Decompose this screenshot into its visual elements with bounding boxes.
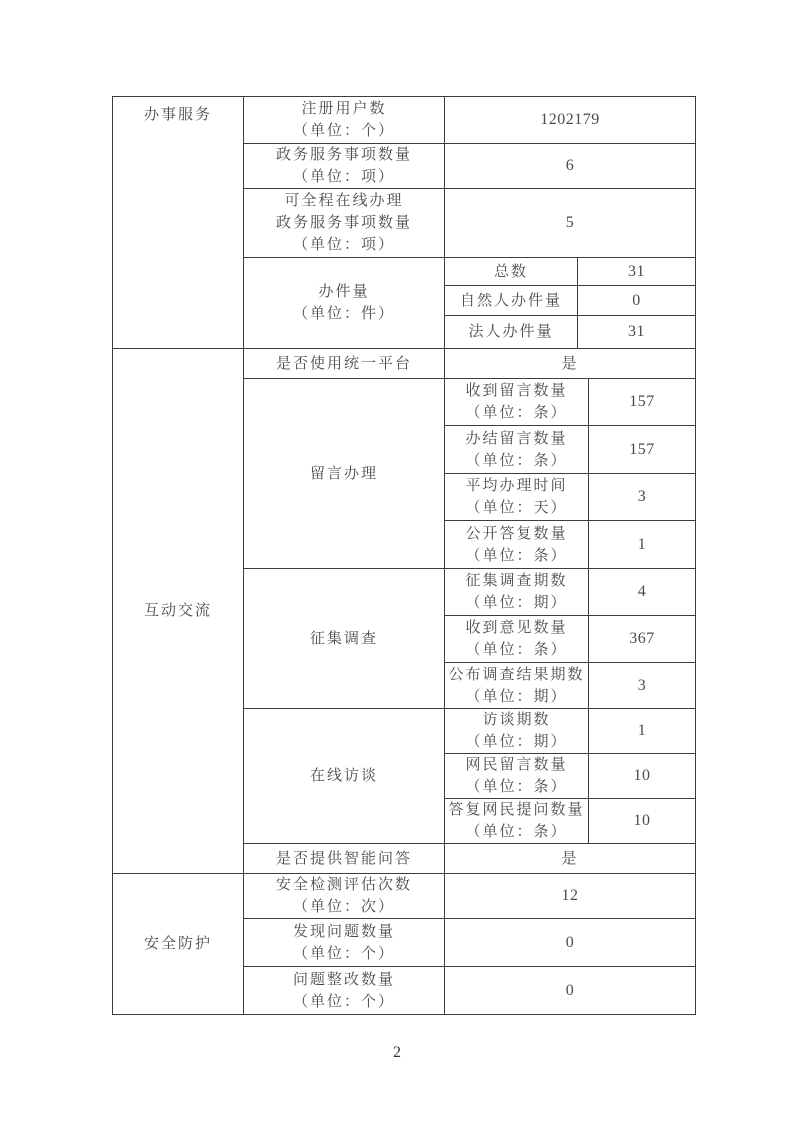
metric-value: 是 (445, 844, 696, 874)
metric-value: 5 (445, 189, 696, 258)
metric-label: 是否使用统一平台 (244, 349, 445, 379)
submetric-value: 3 (589, 474, 696, 521)
category-cell-interaction (113, 349, 244, 874)
category-cell-security (113, 874, 244, 1015)
submetric-value: 1 (589, 709, 696, 754)
metric-value: 6 (445, 144, 696, 189)
category-label: 安全防护 (143, 936, 212, 952)
submetric-value: 157 (589, 379, 696, 426)
metric-label: 政务服务事项数量 （单位：项） (244, 144, 445, 189)
group-label-cell: 留言办理 (244, 379, 445, 569)
submetric-value: 157 (589, 426, 696, 474)
submetric-label: 公开答复数量 （单位：条） (445, 521, 589, 569)
submetric-value: 31 (578, 258, 696, 286)
metric-value: 0 (445, 967, 696, 1015)
submetric-value: 0 (578, 286, 696, 316)
metric-label: 问题整改数量 （单位：个） (244, 967, 445, 1015)
submetric-label: 公布调查结果期数 （单位：期） (445, 663, 589, 709)
submetric-label: 总数 (445, 258, 578, 286)
metric-value: 是 (445, 349, 696, 379)
submetric-value: 4 (589, 569, 696, 616)
metric-label: 注册用户数 （单位：个） (244, 97, 445, 144)
submetric-value: 367 (589, 616, 696, 663)
submetric-label: 法人办件量 (445, 316, 578, 349)
submetric-value: 10 (589, 799, 696, 844)
submetric-value: 3 (589, 663, 696, 709)
table-row (113, 874, 696, 919)
group-label-cell: 在线访谈 (244, 709, 445, 844)
metric-label: 发现问题数量 （单位：个） (244, 919, 445, 967)
category-label: 互动交流 (143, 603, 212, 619)
metric-value: 1202179 (445, 97, 696, 144)
submetric-label: 网民留言数量 （单位：条） (445, 754, 589, 799)
submetric-label: 答复网民提问数量 （单位：条） (445, 799, 589, 844)
page-number: 2 (393, 1044, 401, 1061)
metric-value: 12 (445, 874, 696, 919)
submetric-label: 平均办理时间 （单位：天） (445, 474, 589, 521)
group-label-cell: 征集调查 (244, 569, 445, 709)
table-row (113, 349, 696, 379)
submetric-label: 访谈期数 （单位：期） (445, 709, 589, 754)
submetric-value: 31 (578, 316, 696, 349)
submetric-label: 收到意见数量 （单位：条） (445, 616, 589, 663)
submetric-label: 收到留言数量 （单位：条） (445, 379, 589, 426)
statistics-table (112, 96, 696, 1015)
submetric-value: 10 (589, 754, 696, 799)
category-label: 办事服务 (143, 107, 212, 123)
metric-label: 可全程在线办理 政务服务事项数量 （单位：项） (244, 189, 445, 258)
metric-value: 0 (445, 919, 696, 967)
metric-label: 是否提供智能问答 (244, 844, 445, 874)
group-label-cell: 办件量 （单位：件） (244, 258, 445, 349)
submetric-value: 1 (589, 521, 696, 569)
table-row (113, 97, 696, 144)
metric-label: 安全检测评估次数 （单位：次） (244, 874, 445, 919)
category-cell-service (113, 97, 244, 349)
submetric-label: 征集调查期数 （单位：期） (445, 569, 589, 616)
submetric-label: 办结留言数量 （单位：条） (445, 426, 589, 474)
submetric-label: 自然人办件量 (445, 286, 578, 316)
